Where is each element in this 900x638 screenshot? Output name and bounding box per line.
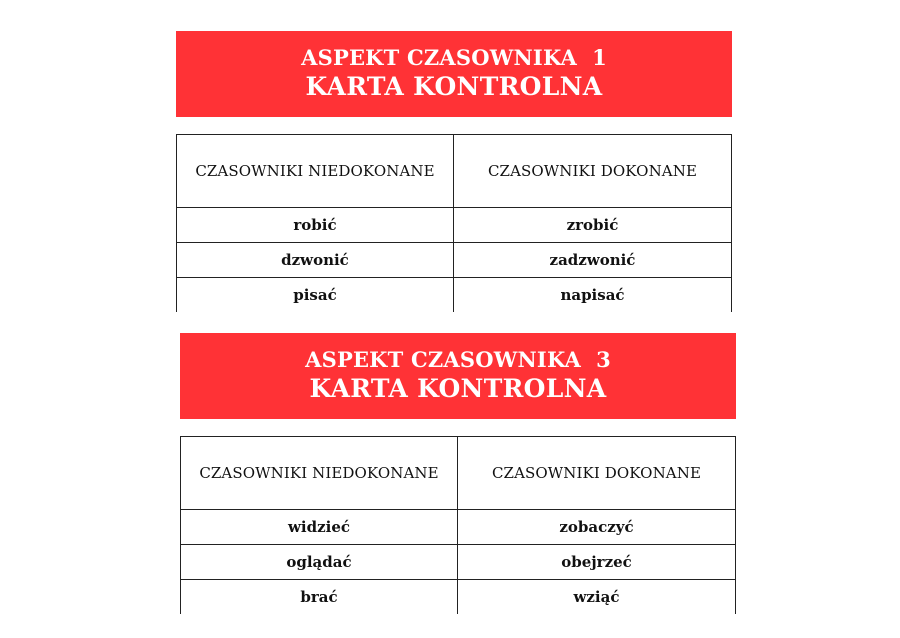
header-imperfective: CZASOWNIKI NIEDOKONANE	[177, 135, 454, 208]
perfective-verb: napisać	[454, 278, 732, 313]
card-title-line1: ASPEKT CZASOWNIKA 3	[305, 347, 611, 372]
verb-aspect-table	[176, 134, 732, 312]
header-perfective: CZASOWNIKI DOKONANE	[454, 135, 732, 208]
imperfective-verb: dzwonić	[177, 243, 454, 278]
perfective-verb: zrobić	[454, 208, 732, 243]
perfective-verb: zadzwonić	[454, 243, 732, 278]
table-row	[181, 510, 736, 545]
card-title-line2: KARTA KONTROLNA	[309, 374, 607, 403]
perfective-verb: wziąć	[458, 580, 736, 615]
card-title-line2: KARTA KONTROLNA	[305, 72, 603, 101]
card-title-line1: ASPEKT CZASOWNIKA 1	[301, 45, 607, 70]
verb-aspect-table	[180, 436, 736, 614]
imperfective-verb: widzieć	[181, 510, 458, 545]
imperfective-verb: oglądać	[181, 545, 458, 580]
table-row	[181, 545, 736, 580]
table-row	[177, 208, 732, 243]
table-header-row	[181, 437, 736, 510]
table-row	[177, 278, 732, 313]
header-imperfective: CZASOWNIKI NIEDOKONANE	[181, 437, 458, 510]
imperfective-verb: robić	[177, 208, 454, 243]
table-header-row	[177, 135, 732, 208]
table-row	[177, 243, 732, 278]
perfective-verb: obejrzeć	[458, 545, 736, 580]
table-row	[181, 580, 736, 615]
card-title-banner	[176, 31, 732, 117]
card-title-banner	[180, 333, 736, 419]
imperfective-verb: brać	[181, 580, 458, 615]
perfective-verb: zobaczyć	[458, 510, 736, 545]
header-perfective: CZASOWNIKI DOKONANE	[458, 437, 736, 510]
control-card-1	[176, 31, 732, 312]
control-card-3	[180, 333, 736, 614]
imperfective-verb: pisać	[177, 278, 454, 313]
